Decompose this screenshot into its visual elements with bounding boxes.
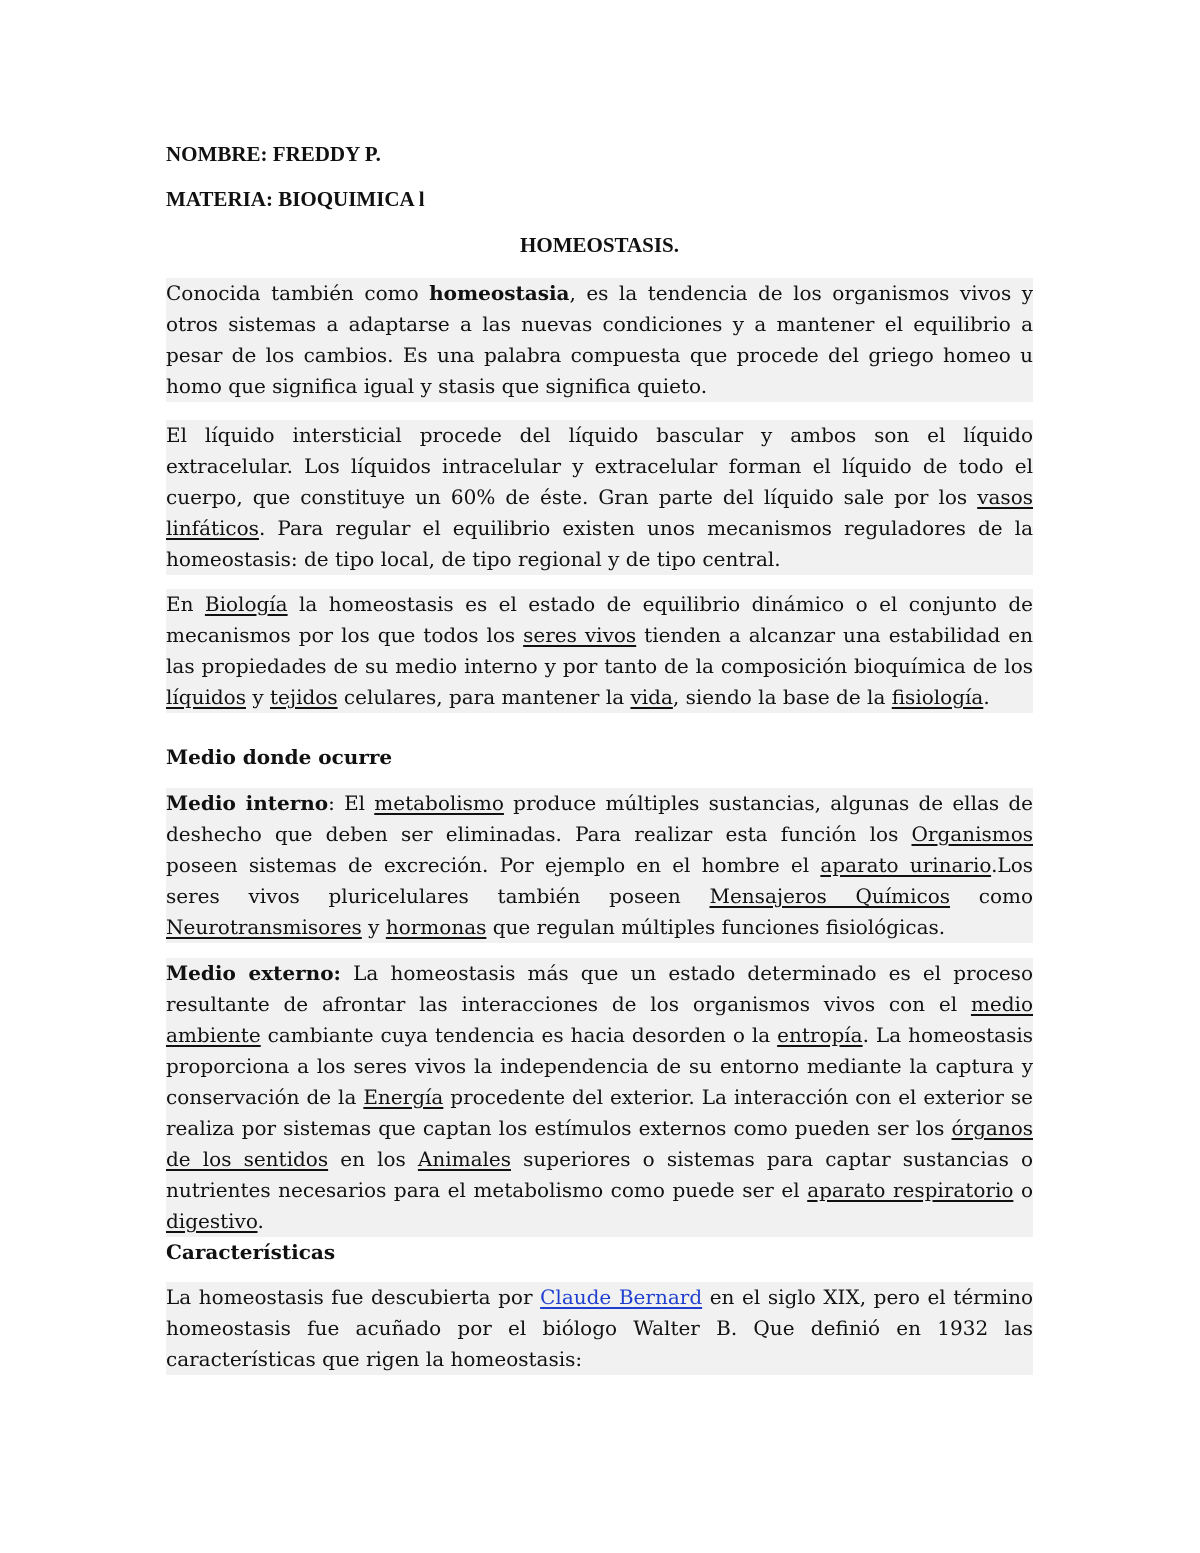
subject-line: MATERIA: BIOQUIMICA l [166,187,425,211]
text-run: en el siglo XIX, pero el término homeostasis fue acuñado por el biólogo Walter B. Que definió en 1932 las características que rigen la homeostasis: [166,1285,1034,1371]
text-run: . [257,1209,264,1233]
text-run: : El [328,791,375,815]
link-entropia[interactable]: entropía [777,1023,863,1047]
text-run: procedente del exterior. La interacción con el exterior se realiza por sistemas que captan los estímulos externos como pueden ser los [166,1085,1033,1140]
text-run: que regulan múltiples funciones fisiológicas. [486,915,946,939]
link-fisiologia[interactable]: fisiología [891,685,984,709]
text-run: como [950,884,1033,908]
label-medio-interno: Medio interno [166,791,329,815]
link-vasos-linfaticos[interactable]: vasos linfáticos [166,485,1033,540]
link-mensajeros-quimicos[interactable]: Mensajeros Químicos [709,884,951,908]
text-run: . Para regular el equilibrio existen unos mecanismos reguladores de la homeostasis: de tipo local, de tipo regional y de tipo central. [166,516,1033,571]
text-run: En [166,592,205,616]
paragraph-definition [166,278,1033,402]
link-aparato-urinario[interactable]: aparato urinario [820,853,992,877]
link-liquidos[interactable]: líquidos [166,685,246,709]
section-heading-medio: Medio donde ocurre [166,745,393,769]
text-run: celulares, para mantener la [337,685,631,709]
text-run: cambiante cuya tendencia es hacia desorden o la [260,1023,778,1047]
link-digestivo[interactable]: digestivo [166,1209,258,1233]
text-run: superiores o sistemas para captar sustancias o nutrientes necesarios para el metabolismo como puede ser el [166,1147,1034,1202]
link-organismos-vivos[interactable]: organismos vivos [832,281,1012,305]
text-run: La homeostasis fue descubierta por [166,1285,541,1309]
link-vida[interactable]: vida [630,685,673,709]
text-run: y otros sistemas a adaptarse a las nuevas condiciones y a mantener el equilibrio a pesar de los cambios. Es una palabra compuesta que procede del griego homeo u homo que significa igual y stasis que significa quieto. [166,281,1033,398]
text-run: . [983,685,990,709]
text-run: La homeostasis más que un estado determinado es el proceso resultante de afrontar las interacciones de los organismos vivos con el [166,961,1033,1016]
text-run: . La homeostasis proporciona a los seres vivos la independencia de su entorno mediante la captura y conservación de la [166,1023,1033,1109]
label-medio-externo: Medio externo: [166,961,341,985]
text-run: , es la tendencia de los [569,281,833,305]
link-energia[interactable]: Energía [363,1085,444,1109]
section-heading-caracteristicas: Características [166,1240,336,1264]
link-biologia[interactable]: Biología [204,592,288,616]
link-aparato-respiratorio[interactable]: aparato respiratorio [807,1178,1014,1202]
text-run: en los [328,1147,418,1171]
link-claude-bernard[interactable]: Claude Bernard [540,1285,703,1309]
link-seres-vivos[interactable]: seres vivos [523,623,637,647]
text-run: El líquido intersticial procede del líquido bascular y ambos son el líquido extracelular. Los líquidos intracelular y extracelular forman el líquido de todo el cuerpo, que constituye un 60% de éste. Gran parte del líquido sale por los [166,423,1033,509]
link-tejidos[interactable]: tejidos [270,685,338,709]
bold-term: homeostasia [429,281,570,305]
text-run: tienden a alcanzar una estabilidad en las propiedades de su medio interno y por tanto de la composición bioquímica de los [166,623,1033,678]
paragraph-medio-externo [166,958,1033,1237]
paragraph-biologia [166,589,1033,713]
paragraph-liquidos [166,420,1033,575]
document-title: HOMEOSTASIS. [520,233,679,257]
text-run: poseen sistemas de excreción. Por ejemplo en el hombre el [166,853,821,877]
text-run: .Los seres vivos pluricelulares también poseen [166,853,1034,908]
student-name: NOMBRE: FREDDY P. [166,142,381,166]
link-organos-sentidos[interactable]: órganos de los sentidos [166,1116,1033,1171]
text-run: o [1013,1178,1033,1202]
link-metabolismo[interactable]: metabolismo [374,791,504,815]
text-run: produce múltiples sustancias, algunas de ellas de deshecho que deben ser eliminadas. Para realizar esta función los [166,791,1033,846]
paragraph-medio-interno [166,788,1033,943]
text-run: y [361,915,386,939]
link-animales[interactable]: Animales [417,1147,511,1171]
text-run: la homeostasis es el estado de equilibrio dinámico o el conjunto de mecanismos por los que todos los [166,592,1033,647]
text-run: , siendo la base de la [672,685,892,709]
paragraph-caracteristicas [166,1282,1033,1375]
link-hormonas[interactable]: hormonas [385,915,487,939]
text-run: y [245,685,270,709]
link-organismos[interactable]: Organismos [911,822,1033,846]
link-neurotransmisores[interactable]: Neurotransmisores [166,915,362,939]
text-run: Conocida también como [166,281,430,305]
link-medio-ambiente[interactable]: medio ambiente [166,992,1033,1047]
